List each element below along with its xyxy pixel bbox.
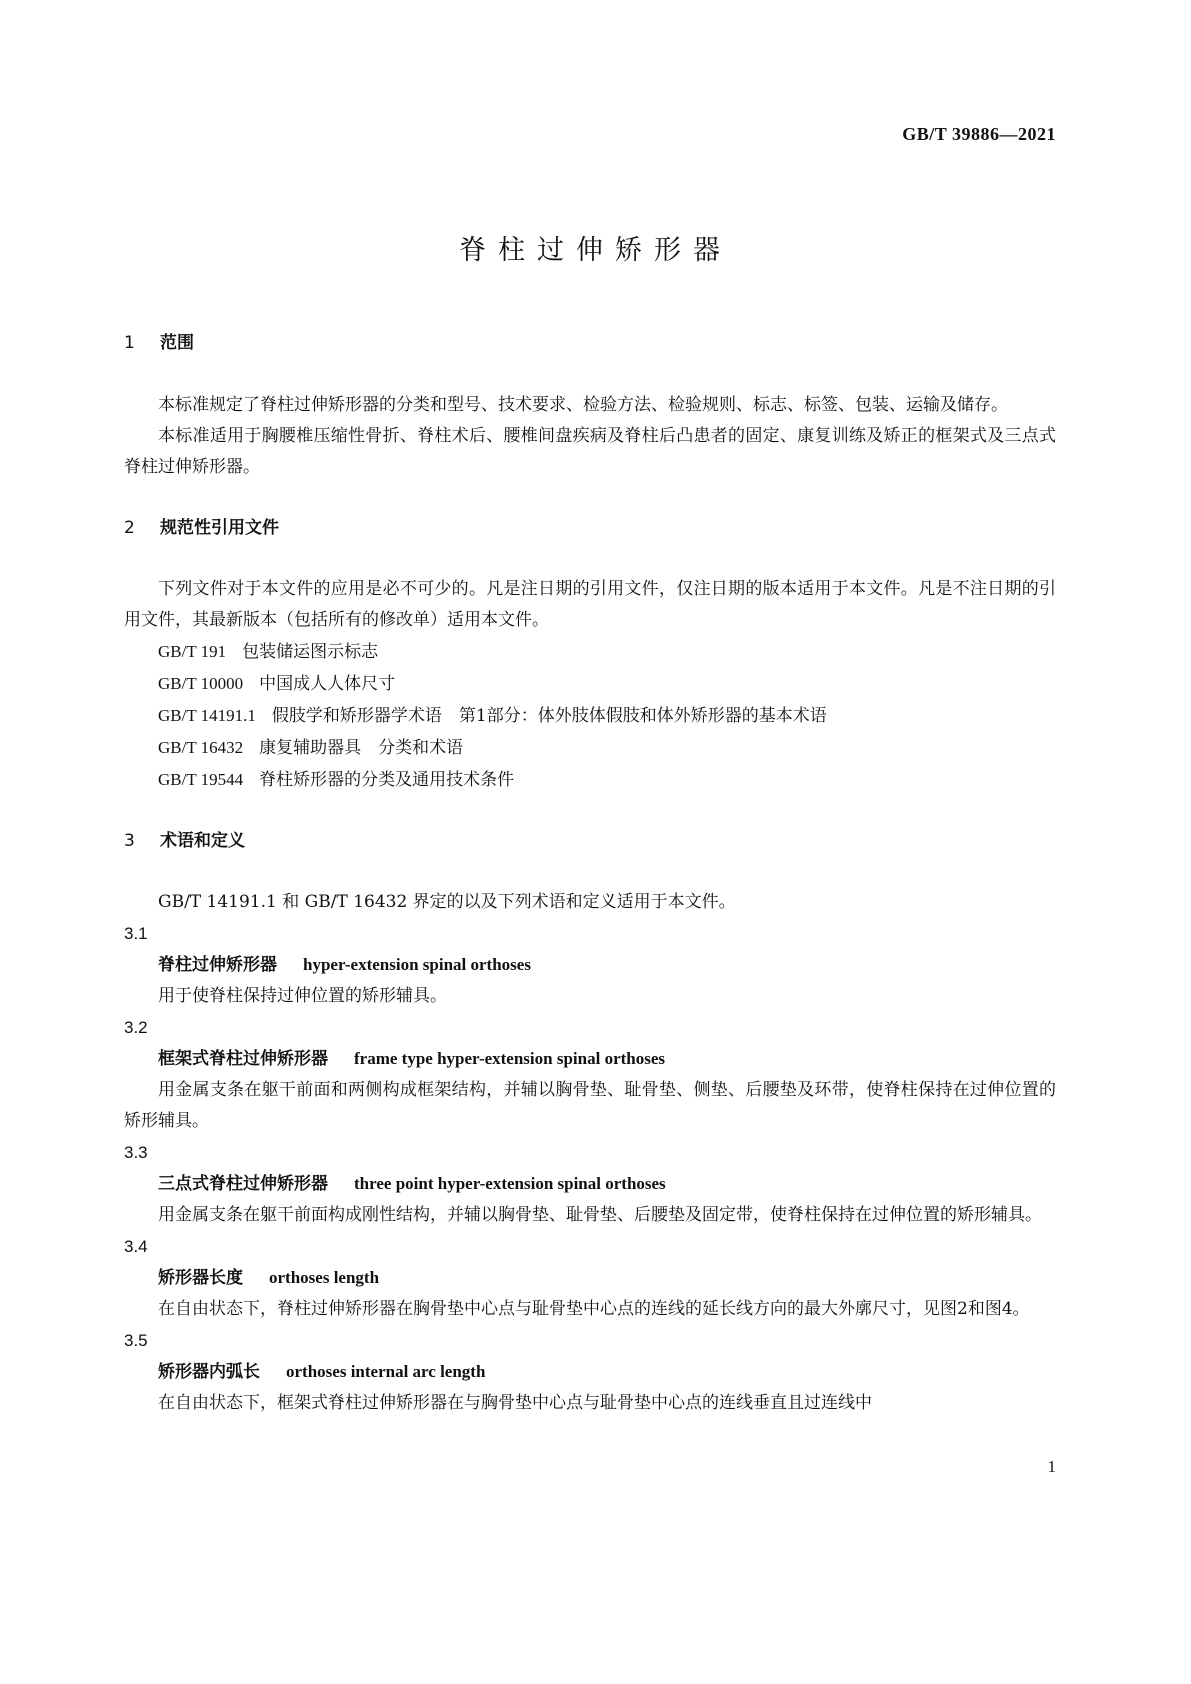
- term-name-en: hyper-extension spinal orthoses: [303, 955, 531, 974]
- document-title: 脊柱过伸矫形器: [459, 235, 732, 266]
- reference-item: [124, 636, 1056, 668]
- term-name-en: orthoses internal arc length: [286, 1362, 486, 1381]
- reference-title: 中国成人人体尺寸: [259, 674, 396, 694]
- reference-code: GB/T 16432: [158, 738, 244, 757]
- term-number: 3.1: [124, 924, 148, 943]
- reference-item: [124, 668, 1056, 700]
- section-number: 3: [124, 831, 135, 851]
- term-name-zh: 脊柱过伸矫形器: [158, 955, 277, 975]
- reference-code: GB/T 14191.1: [158, 706, 256, 725]
- document-body: [124, 330, 1056, 1419]
- reference-title: 康复辅助器具 分类和术语: [259, 738, 464, 758]
- reference-title: 包装储运图示标志: [242, 642, 379, 662]
- term-name: [124, 1168, 1056, 1200]
- term-name-en: frame type hyper-extension spinal orthoses: [354, 1049, 666, 1068]
- reference-title: 脊柱矫形器的分类及通用技术条件: [259, 770, 515, 790]
- paragraph: 本标准适用于胸腰椎压缩性骨折、脊柱术后、腰椎间盘疾病及脊柱后凸患者的固定、康复训练及矫正的框架式及三点式脊柱过伸矫形器。: [124, 426, 1056, 477]
- term-name: [124, 1043, 1056, 1075]
- term-definition: 用于使脊柱保持过伸位置的矫形辅具。: [158, 986, 447, 1006]
- term-definition: 在自由状态下，框架式脊柱过伸矫形器在与胸骨垫中心点与耻骨垫中心点的连线垂直且过连线中: [158, 1393, 872, 1413]
- reference-code: GB/T 19544: [158, 770, 244, 789]
- reference-item: [124, 764, 1056, 796]
- section-heading-terms: [124, 828, 1056, 854]
- standard-number: GB/T 39886—2021: [902, 124, 1056, 144]
- term-number: 3.5: [124, 1331, 148, 1350]
- section-title: 范围: [160, 333, 194, 353]
- term-name: [124, 1356, 1056, 1388]
- term-definition: 用金属支条在躯干前面和两侧构成框架结构，并辅以胸骨垫、耻骨垫、侧垫、后腰垫及环带，使脊柱保持在过伸位置的矫形辅具。: [124, 1080, 1056, 1131]
- term-number: 3.4: [124, 1237, 148, 1256]
- paragraph: GB/T 14191.1 和 GB/T 16432 界定的以及下列术语和定义适用于本文件。: [158, 892, 736, 912]
- term-definition: 用金属支条在躯干前面构成刚性结构，并辅以胸骨垫、耻骨垫、后腰垫及固定带，使脊柱保持在过伸位置的矫形辅具。: [158, 1205, 1042, 1225]
- section-number: 2: [124, 518, 135, 538]
- section-heading-normative-references: [124, 515, 1056, 541]
- term-name-zh: 框架式脊柱过伸矫形器: [158, 1049, 328, 1069]
- page-number: 1: [1047, 1457, 1056, 1476]
- reference-code: GB/T 191: [158, 642, 227, 661]
- reference-item: [124, 732, 1056, 764]
- term-name-zh: 三点式脊柱过伸矫形器: [158, 1174, 328, 1194]
- term-number: 3.2: [124, 1018, 148, 1037]
- paragraph: 本标准规定了脊柱过伸矫形器的分类和型号、技术要求、检验方法、检验规则、标志、标签、包装、运输及储存。: [158, 395, 1008, 415]
- term-number: 3.3: [124, 1143, 148, 1162]
- term-definition: 在自由状态下，脊柱过伸矫形器在胸骨垫中心点与耻骨垫中心点的连线的延长线方向的最大外廓尺寸，见图2和图4。: [158, 1299, 1030, 1319]
- term-name: [124, 949, 1056, 981]
- term-name-en: orthoses length: [269, 1268, 380, 1287]
- reference-code: GB/T 10000: [158, 674, 244, 693]
- term-name: [124, 1262, 1056, 1294]
- section-title: 规范性引用文件: [160, 518, 279, 538]
- section-title: 术语和定义: [160, 831, 245, 851]
- reference-item: [124, 700, 1056, 732]
- term-name-zh: 矫形器内弧长: [158, 1362, 260, 1382]
- section-heading-scope: [124, 330, 1056, 356]
- reference-title: 假肢学和矫形器学术语 第1部分：体外肢体假肢和体外矫形器的基本术语: [271, 706, 827, 726]
- term-name-en: three point hyper-extension spinal orthoses: [354, 1174, 666, 1193]
- section-number: 1: [124, 333, 135, 353]
- paragraph: 下列文件对于本文件的应用是必不可少的。凡是注日期的引用文件，仅注日期的版本适用于本文件。凡是不注日期的引用文件，其最新版本（包括所有的修改单）适用本文件。: [124, 579, 1056, 630]
- term-name-zh: 矫形器长度: [158, 1268, 243, 1288]
